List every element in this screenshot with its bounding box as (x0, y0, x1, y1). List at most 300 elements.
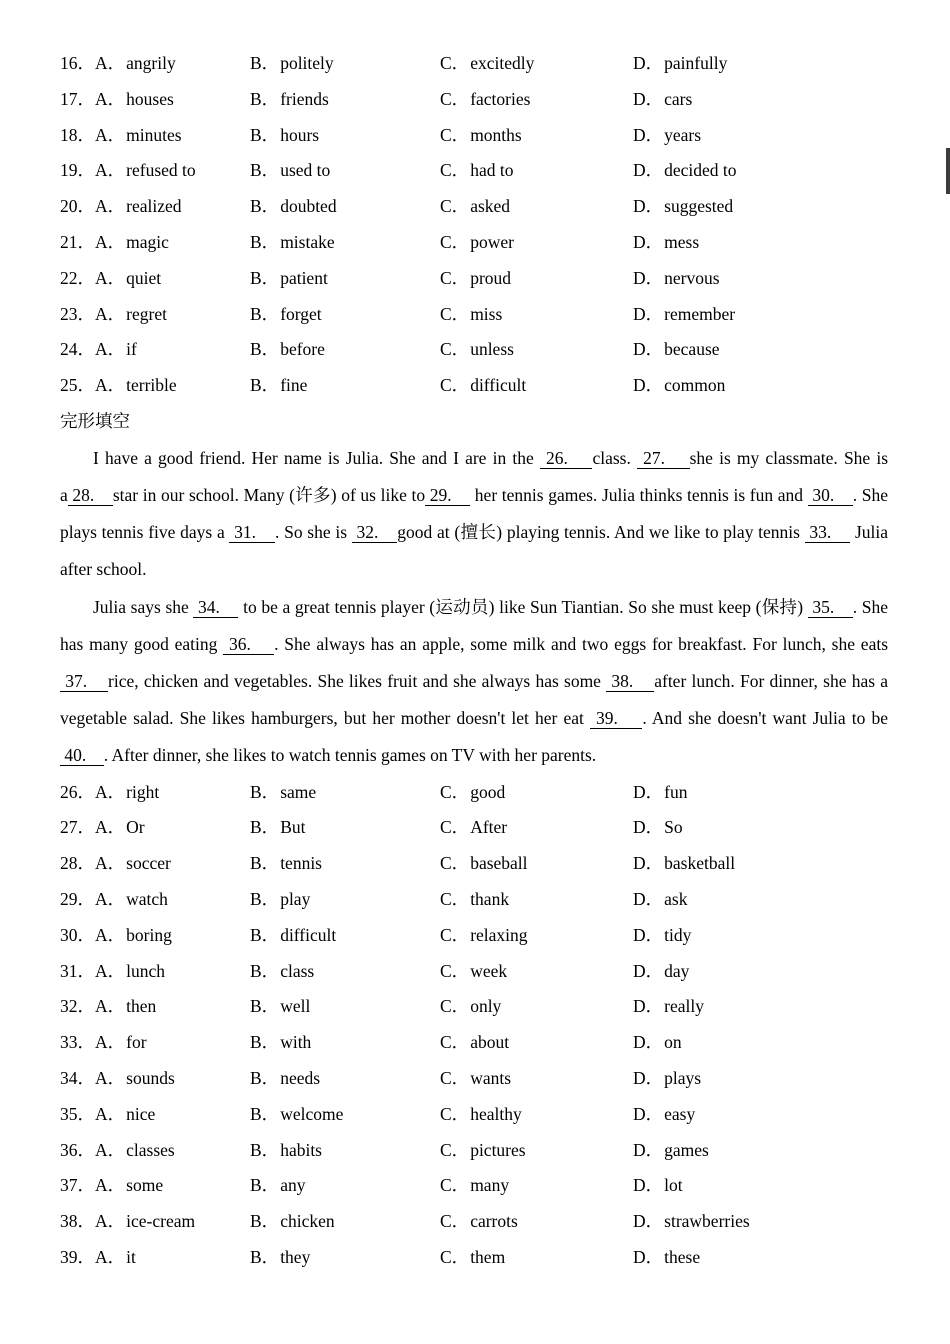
option-text: baseball (470, 853, 528, 874)
cloze-passage (60, 440, 888, 775)
option-letter: D． (633, 303, 664, 324)
question-number: 22． (60, 267, 95, 288)
passage-text: . So she is (274, 522, 352, 543)
option-b (250, 153, 440, 189)
option-text: chicken (280, 1211, 335, 1232)
passage-text: . She always has an apple, some milk and two eggs for breakfast. For lunch, she eats (274, 633, 889, 654)
option-letter: C． (440, 924, 470, 945)
option-letter: A． (95, 1246, 126, 1267)
option-text: lot (664, 1175, 683, 1196)
option-b (250, 810, 440, 846)
question-row (60, 810, 890, 846)
option-text: strawberries (664, 1211, 750, 1232)
passage-text: . After dinner, she likes to watch tennis games on TV with her parents. (103, 745, 597, 766)
option-letter: A． (95, 1139, 126, 1160)
option-letter: D． (633, 267, 664, 288)
question-number: 26． (60, 781, 95, 802)
option-a (95, 189, 250, 225)
option-text: needs (280, 1067, 321, 1088)
question-number: 34． (60, 1067, 95, 1088)
option-text: only (470, 996, 502, 1017)
option-d (633, 332, 890, 368)
option-letter: D． (633, 853, 664, 874)
option-d (633, 1097, 890, 1133)
option-letter: D． (633, 196, 664, 217)
option-a (95, 368, 250, 404)
option-text: lunch (126, 960, 166, 981)
option-b (250, 1240, 440, 1276)
option-text: angrily (126, 53, 176, 73)
option-text: any (280, 1175, 306, 1196)
option-text: mess (664, 231, 700, 252)
option-a (95, 261, 250, 297)
option-letter: B． (250, 1211, 280, 1232)
question-row (60, 1097, 890, 1133)
question-block-16-25 (60, 46, 890, 404)
option-letter: B． (250, 1032, 280, 1053)
passage-text: star in our school. Many (许多) of us like to (112, 484, 426, 505)
option-text: magic (126, 231, 169, 252)
option-c (440, 1133, 633, 1169)
option-c (440, 118, 633, 154)
option-c (440, 775, 633, 811)
option-text: ice-cream (126, 1211, 196, 1232)
option-letter: A． (95, 196, 126, 217)
option-a (95, 1240, 250, 1276)
option-text: week (470, 960, 508, 981)
option-letter: D． (633, 960, 664, 981)
question-number: 28． (60, 853, 95, 874)
option-a (95, 1097, 250, 1133)
option-a (95, 810, 250, 846)
option-b (250, 1061, 440, 1097)
option-b (250, 82, 440, 118)
question-row (60, 882, 890, 918)
passage-text: good at (擅长) playing tennis. And we like to play tennis (397, 522, 805, 543)
question-row (60, 332, 890, 368)
option-text: with (280, 1032, 312, 1053)
option-letter: A． (95, 1103, 126, 1124)
option-b (250, 261, 440, 297)
option-c (440, 153, 633, 189)
cloze-blank: 40. (60, 745, 104, 766)
option-a (95, 1133, 250, 1169)
question-row (60, 189, 890, 225)
option-letter: C． (440, 124, 470, 145)
option-letter: D． (633, 996, 664, 1017)
option-c (440, 368, 633, 404)
cloze-blank: 37. (60, 670, 109, 691)
option-text: tidy (664, 924, 692, 945)
option-text: minutes (126, 124, 182, 145)
option-b (250, 1025, 440, 1061)
option-text: well (280, 996, 311, 1017)
option-d (633, 1061, 890, 1097)
option-b (250, 882, 440, 918)
question-row (60, 918, 890, 954)
option-text: boring (126, 924, 172, 945)
question-number: 21． (60, 231, 95, 252)
option-d (633, 1240, 890, 1276)
cloze-blank: 30. (807, 484, 853, 505)
question-number: 35． (60, 1103, 95, 1124)
passage-text: Julia after school. (60, 522, 889, 580)
option-letter: D． (633, 1139, 664, 1160)
option-b (250, 989, 440, 1025)
option-text: difficult (470, 375, 527, 396)
cloze-blank: 39. (589, 708, 643, 729)
option-letter: C． (440, 1211, 470, 1232)
question-number: 36． (60, 1139, 95, 1160)
option-letter: C． (440, 53, 470, 73)
option-a (95, 118, 250, 154)
option-letter: A． (95, 88, 126, 109)
option-text: remember (664, 303, 736, 324)
option-letter: C． (440, 160, 470, 181)
passage-text: after lunch. For dinner, she has a vegetable salad. She likes hamburgers, but her mother doesn't let her eat (60, 670, 889, 729)
passage-text: rice, chicken and vegetables. She likes fruit and she always has some (108, 670, 607, 691)
option-d (633, 189, 890, 225)
option-b (250, 118, 440, 154)
option-text: fine (280, 375, 308, 396)
option-letter: B． (250, 160, 280, 181)
option-c (440, 954, 633, 990)
option-text: them (470, 1246, 506, 1267)
option-text: years (664, 124, 702, 145)
option-text: classes (126, 1139, 175, 1160)
option-text: terrible (126, 375, 177, 396)
option-letter: D． (633, 375, 664, 396)
option-text: because (664, 339, 720, 360)
option-letter: A． (95, 1175, 126, 1196)
option-text: soccer (126, 853, 171, 874)
option-text: painfully (664, 53, 728, 73)
option-d (633, 225, 890, 261)
option-text: they (280, 1246, 311, 1267)
question-row (60, 118, 890, 154)
option-letter: C． (440, 1246, 470, 1267)
option-text: thank (470, 888, 510, 909)
option-letter: B． (250, 996, 280, 1017)
option-d (633, 1133, 890, 1169)
option-text: games (664, 1139, 709, 1160)
option-a (95, 82, 250, 118)
option-text: some (126, 1175, 164, 1196)
option-letter: C． (440, 1139, 470, 1160)
option-text: forget (280, 303, 322, 324)
option-c (440, 189, 633, 225)
option-a (95, 775, 250, 811)
cloze-paragraph (60, 589, 888, 775)
option-a (95, 1168, 250, 1204)
question-row (60, 225, 890, 261)
option-text: play (280, 888, 311, 909)
option-letter: C． (440, 375, 470, 396)
option-d (633, 1204, 890, 1240)
passage-text: her tennis games. Julia thinks tennis is fun and (470, 484, 808, 505)
option-letter: D． (633, 53, 664, 73)
option-letter: C． (440, 1103, 470, 1124)
question-number: 27． (60, 817, 95, 838)
cloze-blank: 35. (807, 596, 853, 617)
option-b (250, 46, 440, 82)
question-number: 20． (60, 196, 95, 217)
option-text: quiet (126, 267, 162, 288)
option-c (440, 918, 633, 954)
option-letter: D． (633, 1246, 664, 1267)
option-text: excitedly (470, 53, 535, 73)
question-number: 25． (60, 375, 95, 396)
option-text: tennis (280, 853, 322, 874)
option-b (250, 297, 440, 333)
option-d (633, 810, 890, 846)
option-letter: C． (440, 817, 470, 838)
question-number: 39． (60, 1246, 95, 1267)
option-letter: B． (250, 53, 280, 73)
option-letter: B． (250, 124, 280, 145)
option-letter: A． (95, 781, 126, 802)
option-c (440, 261, 633, 297)
option-letter: A． (95, 339, 126, 360)
passage-text: Julia says she (93, 596, 194, 617)
option-a (95, 225, 250, 261)
option-text: common (664, 375, 726, 396)
option-d (633, 775, 890, 811)
option-letter: B． (250, 339, 280, 360)
question-row (60, 368, 890, 404)
option-text: decided to (664, 160, 737, 181)
option-text: nice (126, 1103, 156, 1124)
option-b (250, 1168, 440, 1204)
question-number: 30． (60, 924, 95, 945)
option-text: hours (280, 124, 320, 145)
option-text: asked (470, 196, 511, 217)
option-letter: C． (440, 1175, 470, 1196)
option-text: months (470, 124, 522, 145)
option-c (440, 882, 633, 918)
option-letter: A． (95, 375, 126, 396)
option-d (633, 954, 890, 990)
option-a (95, 332, 250, 368)
option-letter: A． (95, 53, 126, 73)
option-text: healthy (470, 1103, 522, 1124)
option-text: used to (280, 160, 331, 181)
question-block-26-39 (60, 775, 890, 1276)
option-text: unless (470, 339, 514, 360)
option-text: Or (126, 817, 145, 838)
cloze-blank: 31. (229, 522, 275, 543)
option-text: then (126, 996, 157, 1017)
option-letter: D． (633, 781, 664, 802)
option-text: So (664, 817, 683, 838)
option-b (250, 775, 440, 811)
option-d (633, 368, 890, 404)
question-number: 16． (60, 53, 95, 73)
option-letter: C． (440, 853, 470, 874)
option-letter: D． (633, 817, 664, 838)
option-letter: D． (633, 88, 664, 109)
question-number: 18． (60, 124, 95, 145)
option-d (633, 846, 890, 882)
option-letter: C． (440, 88, 470, 109)
question-row (60, 1133, 890, 1169)
question-row (60, 846, 890, 882)
option-letter: A． (95, 924, 126, 945)
cloze-blank: 33. (804, 522, 851, 543)
question-number: 17． (60, 88, 95, 109)
question-row (60, 261, 890, 297)
question-row (60, 297, 890, 333)
option-letter: D． (633, 124, 664, 145)
scrollbar-thumb[interactable] (946, 148, 950, 194)
option-letter: C． (440, 781, 470, 802)
option-text: before (280, 339, 325, 360)
option-a (95, 846, 250, 882)
option-letter: C． (440, 303, 470, 324)
option-text: these (664, 1246, 701, 1267)
option-a (95, 1204, 250, 1240)
option-letter: A． (95, 888, 126, 909)
option-a (95, 153, 250, 189)
option-text: factories (470, 88, 531, 109)
option-letter: B． (250, 1246, 280, 1267)
passage-text: . She has many good eating (60, 596, 889, 654)
option-text: it (126, 1246, 136, 1267)
option-letter: D． (633, 888, 664, 909)
option-text: doubted (280, 196, 337, 217)
option-b (250, 368, 440, 404)
option-text: watch (126, 888, 168, 909)
question-row (60, 153, 890, 189)
option-a (95, 954, 250, 990)
option-letter: D． (633, 1103, 664, 1124)
cloze-paragraph (60, 440, 888, 589)
option-text: cars (664, 88, 693, 109)
option-text: houses (126, 88, 174, 109)
question-number: 19． (60, 160, 95, 181)
option-text: realized (126, 196, 182, 217)
option-letter: A． (95, 231, 126, 252)
option-letter: A． (95, 124, 126, 145)
cloze-blank: 36. (223, 633, 275, 654)
cloze-blank: 34. (193, 596, 239, 617)
option-letter: D． (633, 1032, 664, 1053)
option-letter: C． (440, 231, 470, 252)
option-letter: B． (250, 960, 280, 981)
option-c (440, 1097, 633, 1133)
option-d (633, 882, 890, 918)
passage-text: class. (592, 447, 638, 468)
option-letter: B． (250, 781, 280, 802)
option-text: patient (280, 267, 328, 288)
passage-text: to be a great tennis player (运动员) like Sun Tiantian. So she must keep (保持) (238, 596, 808, 617)
option-letter: C． (440, 960, 470, 981)
option-letter: A． (95, 267, 126, 288)
option-text: on (664, 1032, 682, 1053)
option-text: easy (664, 1103, 696, 1124)
option-a (95, 918, 250, 954)
option-letter: B． (250, 817, 280, 838)
option-text: politely (280, 53, 334, 73)
option-letter: A． (95, 960, 126, 981)
cloze-blank: 27. (637, 447, 690, 468)
option-c (440, 989, 633, 1025)
option-c (440, 225, 633, 261)
option-letter: B． (250, 1067, 280, 1088)
option-letter: C． (440, 888, 470, 909)
option-letter: D． (633, 231, 664, 252)
question-number: 23． (60, 303, 95, 324)
option-text: welcome (280, 1103, 344, 1124)
passage-text: she is my classmate. She is a (60, 447, 889, 505)
cloze-blank: 38. (606, 670, 655, 691)
section-title-cloze: 完形填空 (60, 410, 130, 431)
option-text: regret (126, 303, 167, 324)
option-text: pictures (470, 1139, 526, 1160)
option-text: for (126, 1032, 147, 1053)
cloze-blank: 32. (351, 522, 398, 543)
question-row (60, 775, 890, 811)
option-c (440, 846, 633, 882)
option-letter: A． (95, 303, 126, 324)
option-text: miss (470, 303, 503, 324)
option-text: fun (664, 781, 688, 802)
option-b (250, 332, 440, 368)
option-a (95, 1025, 250, 1061)
option-c (440, 297, 633, 333)
question-number: 37． (60, 1175, 95, 1196)
option-letter: C． (440, 267, 470, 288)
question-row (60, 82, 890, 118)
option-letter: B． (250, 1139, 280, 1160)
cloze-blank: 28. (67, 484, 113, 505)
option-letter: B． (250, 888, 280, 909)
option-text: friends (280, 88, 329, 109)
option-letter: A． (95, 996, 126, 1017)
option-d (633, 989, 890, 1025)
cloze-blank: 26. (539, 447, 593, 468)
option-c (440, 1025, 633, 1061)
option-text: day (664, 960, 690, 981)
option-letter: C． (440, 1067, 470, 1088)
question-row (60, 1204, 890, 1240)
option-a (95, 1061, 250, 1097)
option-text: class (280, 960, 315, 981)
option-d (633, 261, 890, 297)
option-letter: B． (250, 1103, 280, 1124)
option-c (440, 1204, 633, 1240)
option-letter: D． (633, 1175, 664, 1196)
question-row (60, 1240, 890, 1276)
option-letter: B． (250, 375, 280, 396)
option-text: sounds (126, 1067, 175, 1088)
option-d (633, 153, 890, 189)
option-letter: C． (440, 1032, 470, 1053)
option-letter: B． (250, 267, 280, 288)
option-letter: B． (250, 1175, 280, 1196)
option-text: power (470, 231, 514, 252)
question-number: 29． (60, 888, 95, 909)
option-letter: B． (250, 853, 280, 874)
option-text: difficult (280, 924, 337, 945)
option-text: habits (280, 1139, 322, 1160)
option-c (440, 1168, 633, 1204)
option-d (633, 118, 890, 154)
option-text: But (280, 817, 306, 838)
option-text: many (470, 1175, 510, 1196)
option-d (633, 46, 890, 82)
option-letter: A． (95, 1211, 126, 1232)
